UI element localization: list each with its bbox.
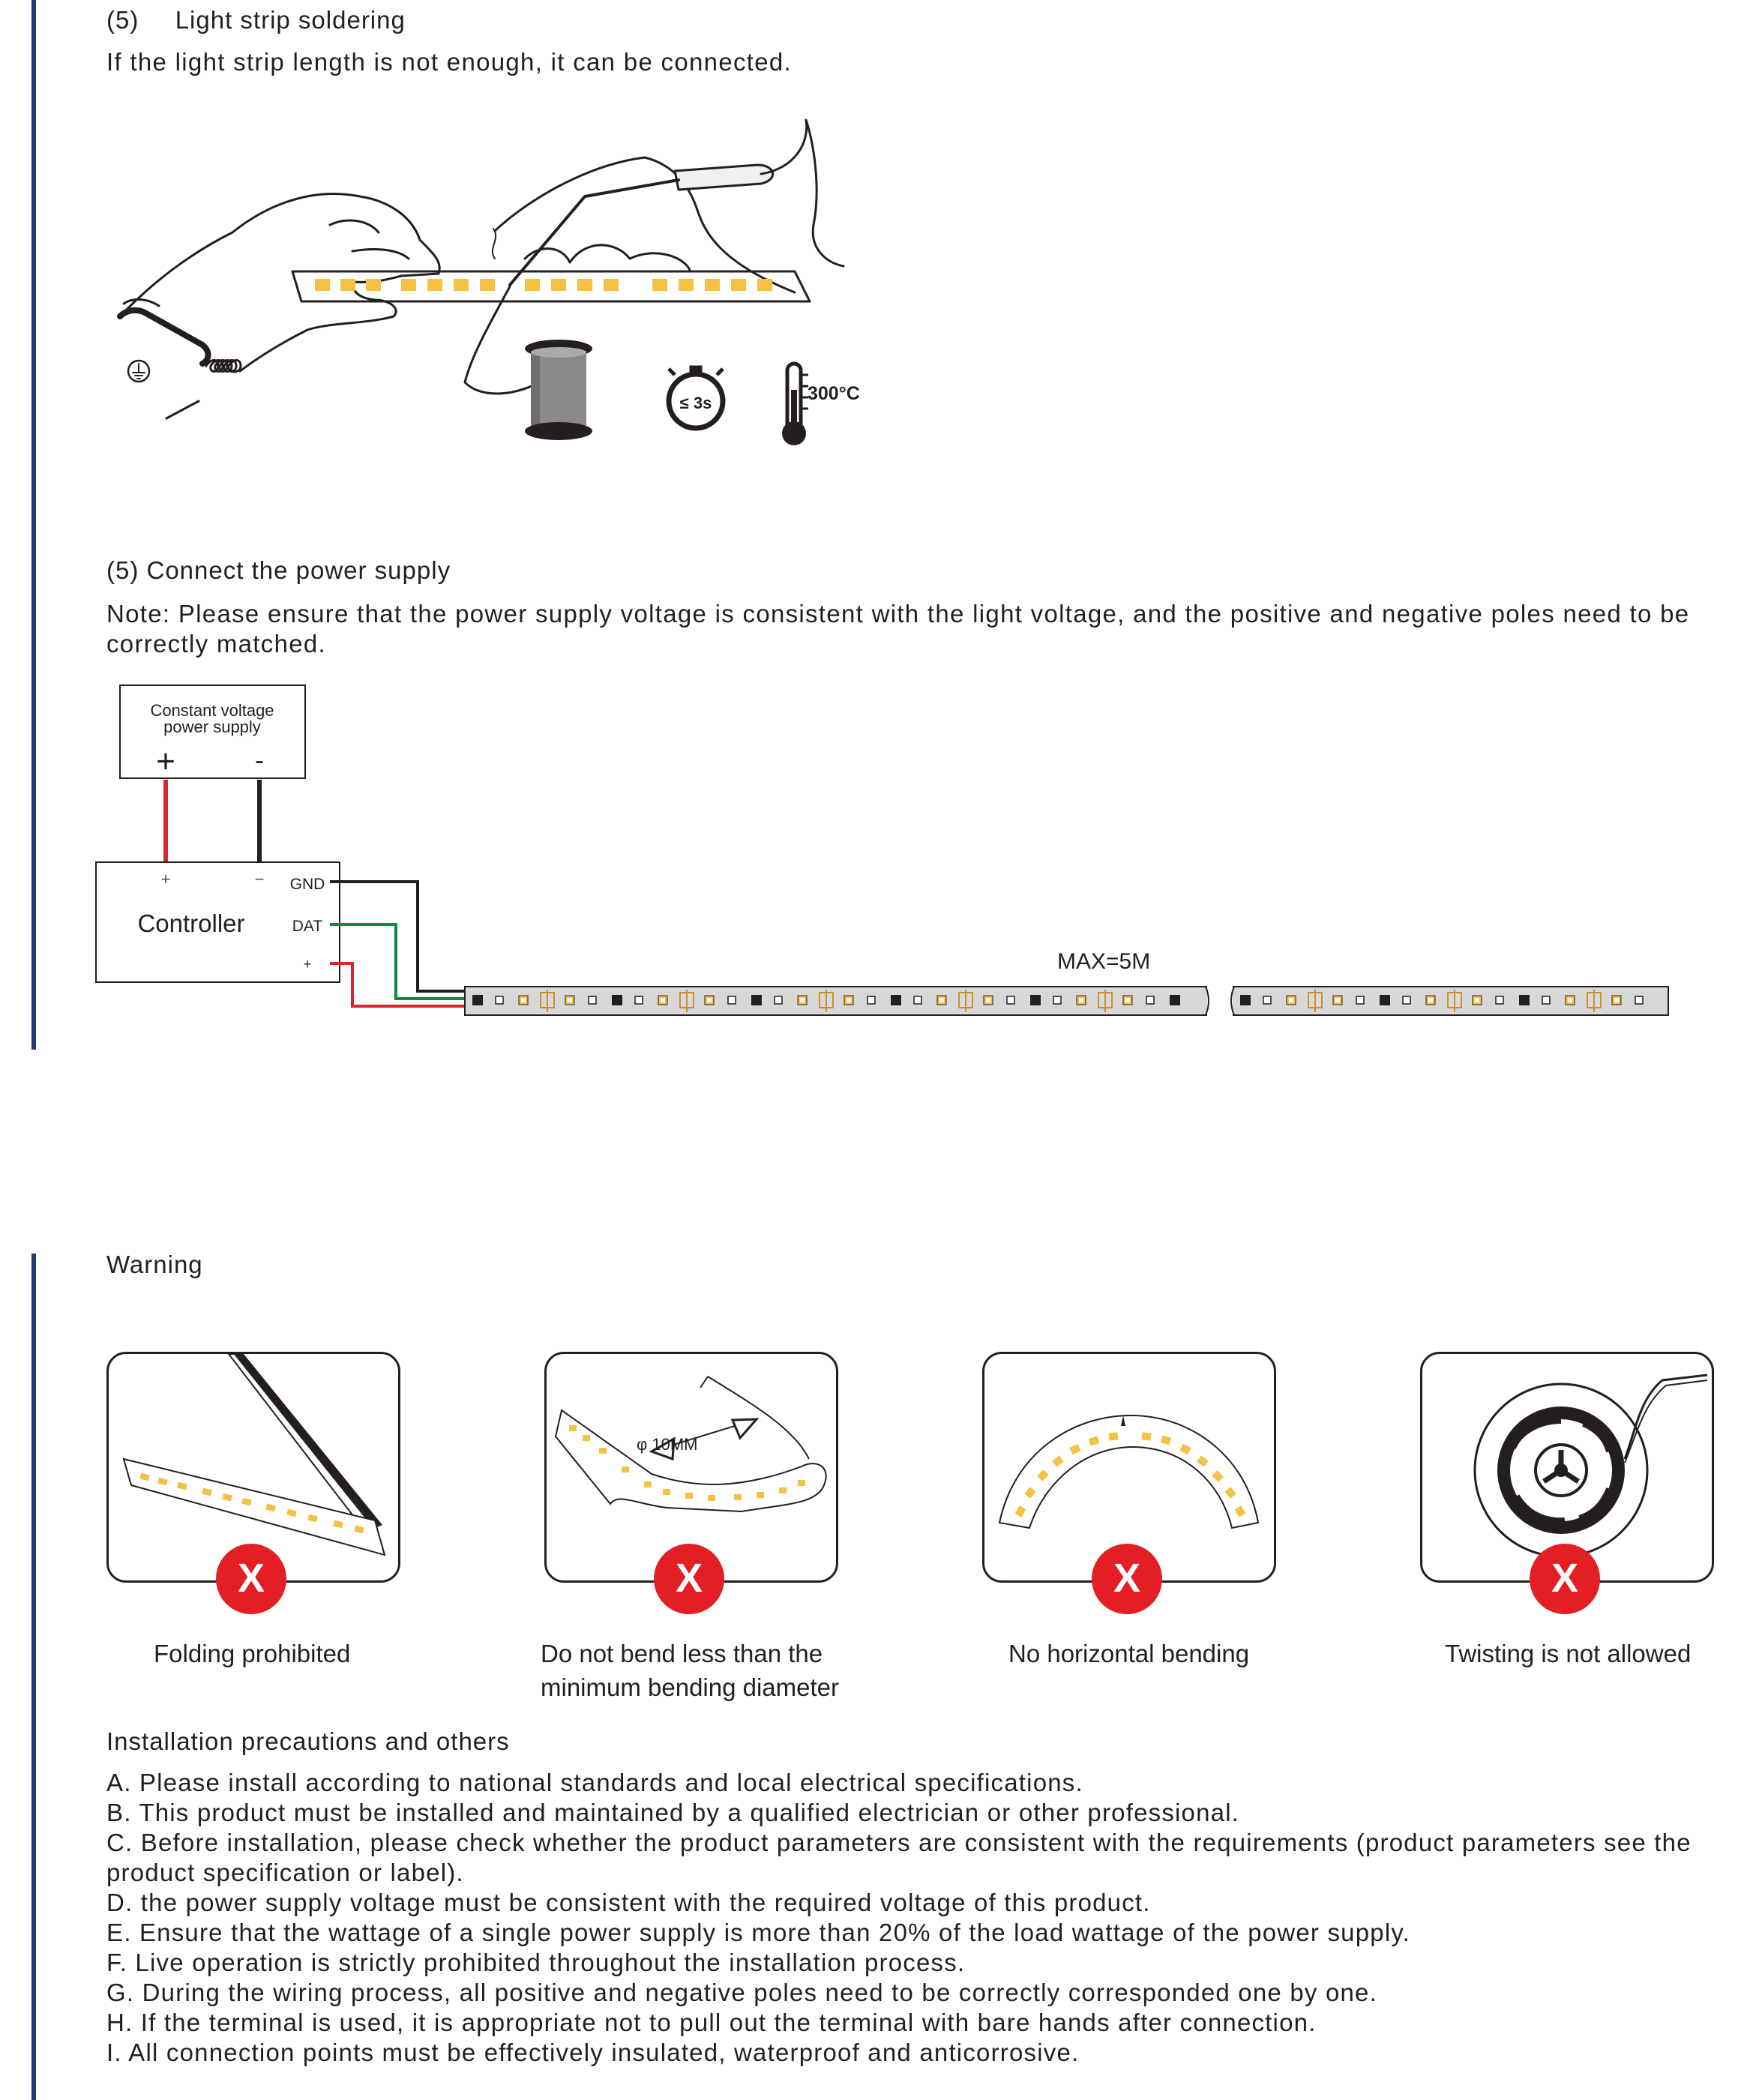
strip-led-core — [1289, 998, 1293, 1002]
power-heading: (5) Connect the power supply — [106, 556, 451, 584]
psu-label-line1: Constant voltage — [150, 701, 274, 720]
strip-ic-chip — [1240, 995, 1251, 1005]
soldering-heading-number: (5) — [106, 6, 139, 34]
install-item-d: D. the power supply voltage must be consistent with the required voltage of this product. — [106, 1889, 1151, 1916]
strip-break — [1207, 982, 1233, 1020]
wiring-diagram — [90, 675, 1672, 1035]
strip-resistor — [1403, 996, 1410, 1004]
install-item-a: A. Please install according to national standards and local electrical specifications. — [106, 1769, 1083, 1796]
prohibited-x-icon-2 — [654, 1544, 724, 1614]
strip-ic-chip — [1170, 995, 1180, 1005]
right-hand-fingers — [525, 245, 690, 270]
diameter-label: φ 10MM — [637, 1435, 698, 1454]
controller-label: Controller — [137, 909, 245, 937]
strip-resistor — [1635, 996, 1643, 1004]
smoke — [493, 229, 496, 259]
strip-led-core — [1475, 998, 1479, 1002]
time-label: ≤ 3s — [679, 394, 712, 412]
wristband — [120, 310, 208, 364]
strip-led-core — [986, 998, 990, 1002]
warning-caption-bend-line2: minimum bending diameter — [541, 1673, 840, 1701]
pin-gnd-label: GND — [289, 876, 325, 893]
warning-heading: Warning — [106, 1251, 203, 1278]
install-item-g: G. During the wiring process, all positive and negative poles need to be correctly corresponded one by one. — [106, 1979, 1377, 2006]
strip-resistor — [635, 996, 643, 1004]
wristband-edge — [124, 299, 159, 306]
strip-resistor — [868, 996, 875, 1004]
strip-resistor — [1496, 996, 1503, 1004]
strip-led-core — [568, 998, 572, 1002]
solder-spool-icon — [525, 340, 592, 440]
strip-resistor — [914, 996, 921, 1004]
strip-led-core — [800, 998, 805, 1002]
strip-resistor — [1542, 996, 1550, 1004]
warning-caption-horizontal: No horizontal bending — [1008, 1640, 1250, 1667]
strip-resistor — [775, 996, 782, 1004]
prohibited-x-icon-3 — [1092, 1544, 1162, 1614]
strip-led-core — [1614, 998, 1619, 1002]
strip-resistor — [1356, 996, 1364, 1004]
solder-iron-tip — [510, 180, 679, 285]
strip-resistor — [1146, 996, 1154, 1004]
strip-led-core — [1125, 998, 1130, 1002]
psu-label-line2: power supply — [163, 717, 261, 736]
install-item-i: I. All connection points must be effectively insulated, waterproof and anticorrosive. — [106, 2039, 1080, 2066]
soldering-heading — [106, 6, 406, 34]
left-hand-outline — [120, 194, 439, 371]
controller-minus: − — [254, 870, 265, 888]
install-item-h: H. If the terminal is used, it is appropriate not to pull out the terminal with bare hands after connection. — [106, 2009, 1317, 2036]
strip-led-core — [1428, 998, 1433, 1002]
pin-plus-label: + — [303, 957, 312, 972]
prohibited-x-icon-4 — [1530, 1544, 1600, 1614]
strip-led-core — [939, 998, 944, 1002]
left-hand-thumb — [330, 220, 379, 232]
install-item-c-cont: product specification or label). — [106, 1859, 464, 1886]
power-note-line1: Note: Please ensure that the power supply voltage is consistent with the light voltage, and the positive and negative poles need to be — [106, 600, 1690, 628]
strip-ic-chip — [1380, 995, 1390, 1005]
psu-minus-terminal: - — [255, 744, 264, 775]
soldering-heading-text: Light strip soldering — [175, 6, 406, 34]
svg-text:X: X — [237, 1556, 265, 1601]
section-bar-top — [31, 0, 36, 1050]
install-item-e: E. Ensure that the wattage of a single power supply is more than 20% of the load wattage of the power supply. — [106, 1919, 1410, 1946]
install-item-b: B. This product must be installed and maintained by a qualified electrician or other professional. — [106, 1799, 1240, 1826]
soldering-illustration — [105, 112, 885, 450]
strip-led-core — [707, 998, 712, 1002]
strip-resistor — [589, 996, 596, 1004]
strip-resistor — [728, 996, 736, 1004]
coiled-cord — [206, 361, 241, 373]
power-note-line2: correctly matched. — [106, 630, 326, 658]
strip-ic-chip — [891, 995, 901, 1005]
strip-ic-chip — [751, 995, 762, 1005]
max-length-label: MAX=5M — [1057, 949, 1151, 974]
temp-label: 300°C — [808, 383, 860, 404]
solder-iron-body — [675, 165, 773, 190]
strip-ic-chip — [1030, 995, 1041, 1005]
strip-resistor — [1053, 996, 1061, 1004]
psu-plus-terminal: + — [156, 743, 175, 780]
strip-resistor — [1007, 996, 1014, 1004]
strip-led-core — [847, 998, 851, 1002]
install-item-f: F. Live operation is strictly prohibited throughout the installation process. — [106, 1949, 966, 1976]
strip-led-core — [521, 998, 526, 1002]
svg-text:X: X — [1113, 1556, 1141, 1601]
svg-text:X: X — [1551, 1556, 1579, 1601]
strip-led-core — [1568, 998, 1572, 1002]
soldering-intro: If the light strip length is not enough, it can be connected. — [106, 48, 793, 76]
strip-led-core — [1079, 998, 1083, 1002]
pin-dat-label: DAT — [292, 918, 323, 935]
warning-caption-bend-line1: Do not bend less than the — [541, 1640, 823, 1667]
coiled-cord-end — [166, 401, 199, 418]
prohibited-x-icon-1 — [216, 1544, 286, 1614]
install-heading: Installation precautions and others — [106, 1727, 510, 1755]
strip-ic-chip — [1519, 995, 1530, 1005]
strip-ic-chip — [612, 995, 622, 1005]
solder-iron-cord — [761, 120, 844, 266]
strip-led-core — [1335, 998, 1340, 1002]
controller-plus: + — [160, 870, 171, 888]
dat-wire — [330, 924, 465, 999]
install-item-c: C. Before installation, please check whether the product parameters are consistent with the requirements (product parameters see the — [106, 1829, 1692, 1856]
thermometer-icon — [782, 364, 808, 445]
strip-led-core — [661, 998, 665, 1002]
section-bar-bottom — [31, 1254, 36, 2100]
left-hand-finger — [352, 249, 409, 259]
strip-resistor — [496, 996, 503, 1004]
strip-resistor — [1263, 996, 1271, 1004]
strip-ic-chip — [472, 995, 483, 1005]
svg-text:X: X — [675, 1556, 703, 1601]
warning-caption-folding: Folding prohibited — [154, 1640, 351, 1667]
warning-caption-twisting: Twisting is not allowed — [1445, 1640, 1692, 1667]
